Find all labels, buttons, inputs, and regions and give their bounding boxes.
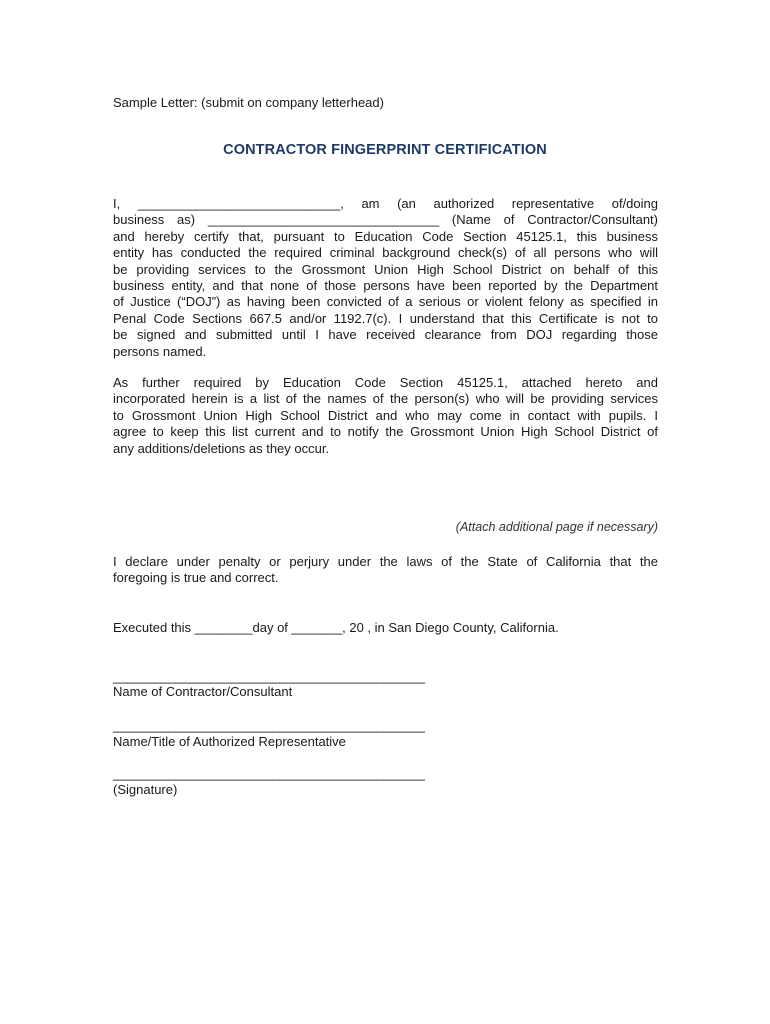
paragraph-line: As further required by Education Code Section 45125.1, attached hereto and [113,375,658,390]
representative-signature-line: _____________________________________________ [113,718,425,733]
paragraph-line: be providing services to the Grossmont Union High School District on behalf of this [113,261,658,277]
paragraph-line: and hereby certify that, pursuant to Education Code Section 45125.1, this business [113,228,658,244]
declaration-paragraph [113,554,658,587]
paragraph-line: incorporated herein is a list of the names of the person(s) who will be providing services [113,391,658,407]
paragraph-line: be signed and submitted until I have received clearance from DOJ regarding those [113,327,658,343]
document-title: CONTRACTOR FINGERPRINT CERTIFICATION [223,142,547,158]
paragraph-line: business entity, and that none of those persons have been reported by the Department [113,277,658,293]
certification-paragraph [113,196,658,360]
paragraph-line: of Justice (“DOJ”) as having been convicted of a serious or violent felony as specified in [113,294,658,310]
executed-line: Executed this ________day of _______, 20 , in San Diego County, California. [113,620,559,635]
signature-label: (Signature) [113,782,178,797]
paragraph-line: agree to keep this list current and to notify the Grossmont Union High School District of [113,424,658,440]
signature-line: _____________________________________________ [113,766,425,781]
contractor-name-label: Name of Contractor/Consultant [113,684,293,699]
paragraph-line: any additions/deletions as they occur. [113,440,330,456]
paragraph-line: business as) ________________________________ (Name of Contractor/Consultant) [113,212,658,228]
paragraph-line: persons named. [113,343,207,359]
contractor-signature-line: _____________________________________________ [113,669,425,684]
paragraph-line: foregoing is true and correct. [113,570,279,586]
attach-note: (Attach additional page if necessary) [455,520,658,534]
attachment-paragraph [113,375,658,457]
paragraph-line: entity has conducted the required criminal background check(s) of all persons who will [113,245,658,261]
paragraph-line: to Grossmont Union High School District and who may come in contact with pupils. I [113,407,658,423]
paragraph-line: I declare under penalty or perjury under the laws of the State of California that the [113,554,658,569]
paragraph-line: Penal Code Sections 667.5 and/or 1192.7(c). I understand that this Certificate is not to [113,310,658,326]
header-note: Sample Letter: (submit on company letterhead) [113,95,384,110]
paragraph-line: I, ____________________________, am (an authorized representative of/doing [113,196,658,211]
representative-title-label: Name/Title of Authorized Representative [113,734,346,749]
